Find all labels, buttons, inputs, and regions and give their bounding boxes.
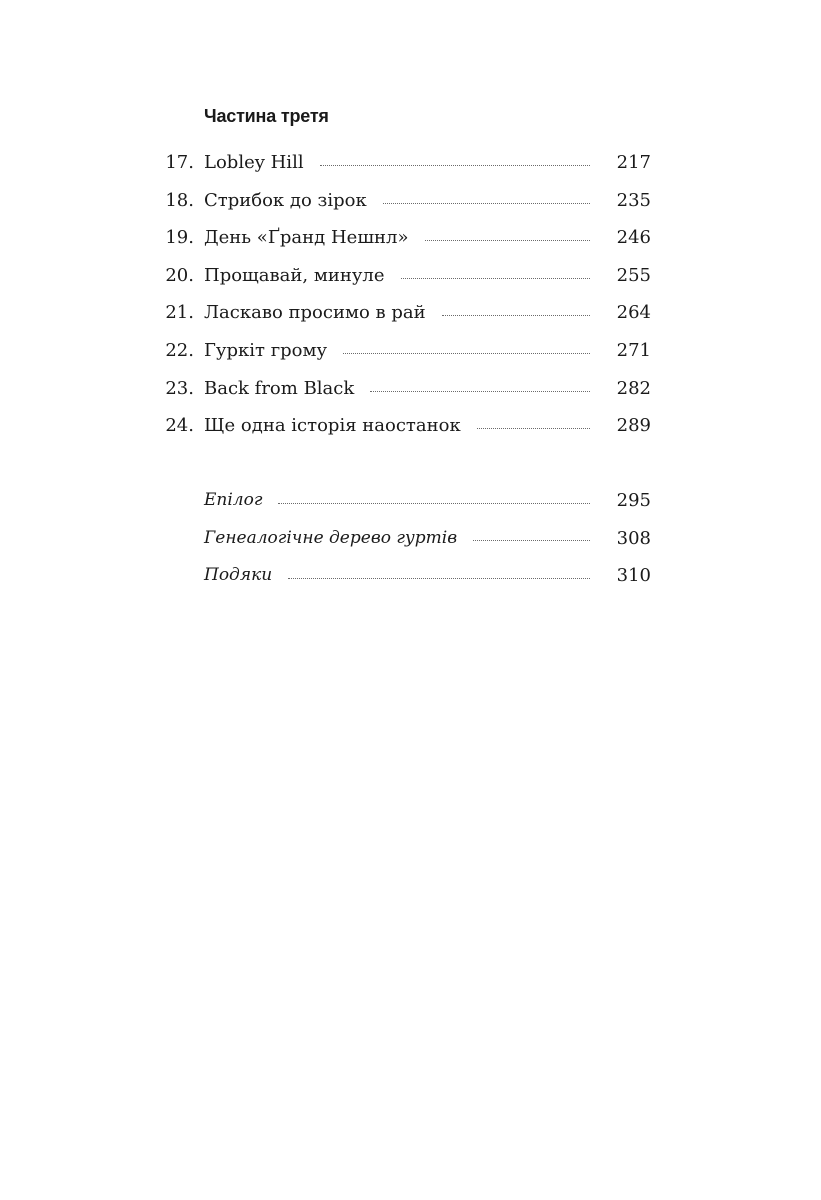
page-number: 255 (616, 264, 651, 286)
chapter-number: 22. (165, 339, 194, 361)
page-number: 295 (616, 490, 651, 511)
chapter-number: 20. (165, 264, 194, 286)
toc-entry (204, 565, 590, 585)
dot-leader (278, 503, 590, 504)
toc-row[interactable] (0, 376, 821, 414)
page-number: 217 (616, 152, 651, 173)
toc-row[interactable] (0, 526, 821, 564)
page-number: 282 (616, 377, 651, 399)
page-number: 235 (616, 189, 651, 211)
toc-entry (204, 415, 590, 436)
toc-entry (204, 340, 590, 361)
dot-leader (343, 353, 590, 354)
dot-leader (383, 203, 590, 204)
page-number: 264 (616, 302, 651, 324)
toc-row[interactable] (0, 225, 821, 263)
chapter-number: 23. (165, 377, 194, 399)
section-title: Подяки (204, 565, 273, 586)
page-number: 246 (616, 227, 651, 249)
toc-row[interactable] (0, 413, 821, 451)
section-title: Генеалогічне дерево гуртів (204, 527, 458, 548)
toc-entry (204, 490, 590, 510)
toc-row[interactable] (0, 263, 821, 301)
chapter-title: Прощавай, минуле (204, 264, 385, 286)
chapter-number: 21. (165, 302, 194, 324)
toc-entry (204, 302, 590, 323)
chapter-title: Ще одна історія наостанок (204, 415, 461, 437)
chapter-list (0, 150, 821, 451)
page-number: 289 (616, 415, 651, 437)
chapter-title: Back from Black (204, 377, 355, 399)
dot-leader (401, 278, 590, 279)
toc-entry (204, 378, 590, 399)
chapter-title: Стрибок до зірок (204, 189, 367, 211)
chapter-number: 17. (165, 152, 194, 173)
toc-entry (204, 190, 590, 211)
chapter-number: 19. (165, 227, 194, 249)
toc-row[interactable] (0, 563, 821, 601)
toc-row[interactable] (0, 488, 821, 526)
dot-leader (370, 391, 590, 392)
chapter-title: Ласкаво просимо в рай (204, 302, 426, 324)
toc-row[interactable] (0, 338, 821, 376)
chapter-number: 24. (165, 415, 194, 437)
back-matter-list (0, 488, 821, 601)
chapter-title: Lobley Hill (204, 152, 304, 173)
page-number: 271 (616, 339, 651, 361)
page-number: 310 (616, 565, 651, 587)
page-number: 308 (616, 527, 651, 549)
dot-leader (425, 240, 591, 241)
chapter-title: Гуркіт грому (204, 339, 328, 361)
chapter-title: День «Ґранд Нешнл» (204, 227, 409, 249)
toc-row[interactable] (0, 150, 821, 188)
chapter-number: 18. (165, 189, 194, 211)
toc-row[interactable] (0, 188, 821, 226)
toc-entry (204, 227, 590, 248)
toc-entry (204, 152, 590, 173)
dot-leader (288, 578, 590, 579)
toc-entry (204, 528, 590, 548)
part-title: Частина третя (204, 106, 329, 126)
toc-row[interactable] (0, 300, 821, 338)
dot-leader (442, 315, 590, 316)
dot-leader (320, 165, 590, 166)
dot-leader (473, 540, 590, 541)
dot-leader (477, 428, 590, 429)
section-title: Епілог (204, 490, 263, 510)
toc-entry (204, 265, 590, 286)
